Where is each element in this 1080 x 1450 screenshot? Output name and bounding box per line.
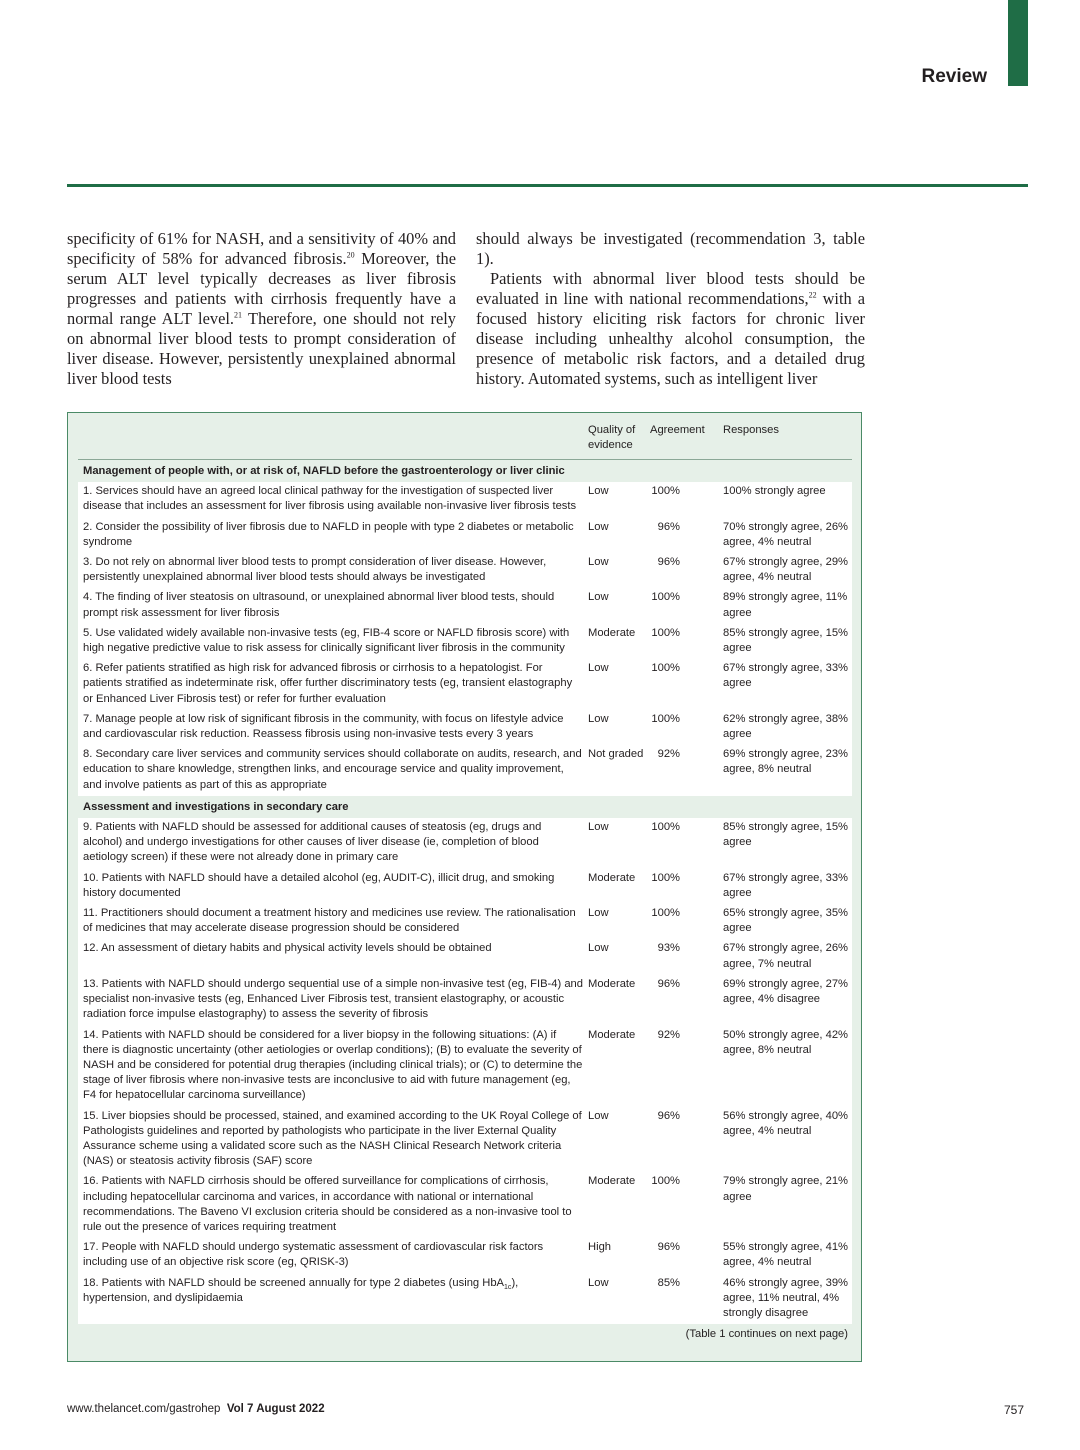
recommendation-text: 17. People with NAFLD should undergo systematic assessment of cardiovascular risk factors including use of an objective risk score (eg, QRISK-3)	[83, 1241, 544, 1269]
responses-value: 79% strongly agree, 21% agree	[723, 1175, 849, 1203]
table-row	[78, 624, 852, 659]
reference-marker[interactable]: 21	[234, 310, 242, 320]
quality-of-evidence: Moderate	[588, 626, 636, 639]
quality-of-evidence: Low	[588, 591, 609, 604]
body-column-right	[476, 229, 865, 389]
quality-of-evidence: Low	[588, 712, 609, 725]
table-header	[78, 422, 852, 460]
table-row	[78, 939, 852, 974]
recommendation-text: 5. Use validated widely available non-invasive tests (eg, FIB-4 score or NAFLD fibrosis score) with high negative predictive value to risk assess for clinically significant liver fibrosis in the community	[83, 626, 570, 655]
table-row	[78, 588, 852, 623]
agreement-value: 100%	[651, 485, 680, 498]
table-row	[78, 710, 852, 745]
quality-of-evidence: Low	[588, 942, 609, 955]
agreement-value: 100%	[651, 1175, 680, 1188]
section-heading: Management of people with, or at risk of, NAFLD before the gastroenterology or liver clinic	[83, 465, 565, 477]
responses-value: 56% strongly agree, 40% agree, 4% neutral	[723, 1109, 849, 1137]
table-row	[78, 553, 852, 588]
quality-of-evidence: Low	[588, 1109, 609, 1122]
table-row	[78, 1172, 852, 1238]
recommendation-text: 15. Liver biopsies should be processed, stained, and examined according to the UK Royal College of Pathologists guidelines and reported by pathologists who participate in the liver External Quality Assurance scheme using a validated score such as the NASH Clinical Research Network criteria (NAS) or steatosis activity fibrosis (SAF) score	[83, 1109, 582, 1168]
quality-of-evidence: Moderate	[588, 977, 636, 990]
table-row	[78, 659, 852, 710]
section-rows	[78, 482, 852, 796]
journal-url[interactable]: www.thelancet.com/gastrohep	[67, 1403, 221, 1415]
responses-value: 89% strongly agree, 11% agree	[723, 591, 848, 619]
quality-of-evidence: Low	[588, 485, 609, 498]
recommendation-text: 3. Do not rely on abnormal liver blood tests to prompt consideration of liver disease. However, persistently unexplained abnormal liver blood tests should always be investigated	[83, 556, 547, 584]
section-label: Review	[921, 66, 987, 87]
header-quality: Quality of evidence	[588, 424, 636, 452]
responses-value: 69% strongly agree, 23% agree, 8% neutral	[723, 748, 849, 776]
agreement-value: 100%	[651, 591, 680, 604]
recommendation-text: 16. Patients with NAFLD cirrhosis should be offered surveillance for complications of cirrhosis, including hepatocellular carcinoma and varices, in accordance with national or international recommendations. The Baveno VI exclusion criteria should be considered as a non-invasive tool to rule out the presence of varices requiring treatment	[83, 1175, 572, 1233]
responses-value: 55% strongly agree, 41% agree, 4% neutral	[723, 1241, 849, 1269]
section-heading: Assessment and investigations in secondary care	[83, 800, 349, 813]
quality-of-evidence: Not graded	[588, 748, 644, 761]
responses-value: 67% strongly agree, 26% agree, 7% neutral	[723, 942, 849, 970]
table-row	[78, 518, 852, 553]
agreement-value: 96%	[657, 520, 680, 533]
recommendation-text: 4. The finding of liver steatosis on ultrasound, or unexplained abnormal liver blood tests, should prompt risk assessment for liver fibrosis	[83, 591, 555, 619]
table-row	[78, 1274, 852, 1325]
agreement-value: 96%	[657, 1241, 680, 1254]
quality-of-evidence: Low	[588, 821, 609, 834]
responses-value: 67% strongly agree, 29% agree, 4% neutral	[723, 556, 849, 584]
recommendation-text: 10. Patients with NAFLD should have a detailed alcohol (eg, AUDIT-C), illicit drug, and smoking history documented	[83, 871, 555, 899]
quality-of-evidence: Low	[588, 662, 609, 675]
recommendation-text: 12. An assessment of dietary habits and physical activity levels should be obtained	[83, 942, 492, 955]
table-row	[78, 818, 852, 869]
recommendation-text: 13. Patients with NAFLD should undergo sequential use of a simple non-invasive test (eg, FIB-4) and specialist non-invasive tests (eg, Enhanced Liver Fibrosis test, transient elastography, or acoustic radiation force impulse elastography) to assess the severity of fibrosis	[83, 977, 583, 1021]
agreement-value: 100%	[651, 712, 680, 725]
quality-of-evidence: Moderate	[588, 871, 636, 884]
quality-of-evidence: Low	[588, 556, 609, 569]
responses-value: 67% strongly agree, 33% agree	[723, 871, 849, 899]
table-row	[78, 904, 852, 939]
page-number: 757	[1003, 1403, 1024, 1417]
recommendation-text: 7. Manage people at low risk of significant fibrosis in the community, with focus on lifestyle advice and cardiovascular risk reduction. Reassess fibrosis using non-invasive tests every 3 years	[83, 712, 564, 741]
body-paragraph: should always be investigated (recommendation 3, table 1).	[476, 229, 865, 268]
responses-value: 67% strongly agree, 33% agree	[723, 662, 849, 690]
responses-value: 85% strongly agree, 15% agree	[723, 821, 849, 849]
responses-value: 100% strongly agree	[723, 485, 826, 498]
agreement-value: 100%	[651, 626, 680, 639]
responses-value: 50% strongly agree, 42% agree, 8% neutral	[723, 1028, 849, 1056]
quality-of-evidence: Low	[588, 520, 609, 533]
recommendations-table	[67, 412, 862, 1362]
responses-value: 62% strongly agree, 38% agree	[723, 712, 849, 741]
recommendation-text: 6. Refer patients stratified as high risk for advanced fibrosis or cirrhosis to a hepatologist. For patients stratified as indeterminate risk, offer further discriminatory tests (eg, transient elastography or Enhanced Liver Fibrosis test) or refer for further evaluation	[83, 662, 573, 705]
agreement-value: 100%	[651, 821, 680, 834]
issue-info: Vol 7 August 2022	[226, 1403, 325, 1415]
reference-marker[interactable]: 20	[346, 250, 355, 260]
responses-value: 69% strongly agree, 27% agree, 4% disagree	[723, 977, 849, 1006]
agreement-value: 92%	[657, 1028, 680, 1041]
quality-of-evidence: Moderate	[588, 1175, 636, 1188]
agreement-value: 96%	[657, 1109, 680, 1122]
responses-value: 70% strongly agree, 26% agree, 4% neutral	[723, 520, 849, 548]
recommendation-text: 2. Consider the possibility of liver fibrosis due to NAFLD in people with type 2 diabetes or metabolic syndrome	[83, 520, 574, 548]
recommendation-text: 18. Patients with NAFLD should be screened annually for type 2 diabetes (using HbA$_{1c}$), hypertension, and dyslipidaemia	[83, 1276, 519, 1304]
table-continues-note: (Table 1 continues on next page)	[685, 1328, 848, 1341]
recommendation-text: 11. Practitioners should document a treatment history and medicines use review. The rationalisation of medicines that may accelerate disease progression should be considered	[83, 907, 576, 935]
responses-value: 85% strongly agree, 15% agree	[723, 626, 849, 655]
body-column-left	[67, 229, 456, 389]
reference-marker[interactable]: 22	[808, 290, 817, 300]
agreement-value: 100%	[651, 907, 680, 920]
agreement-value: 100%	[651, 662, 680, 675]
agreement-value: 92%	[657, 748, 680, 761]
agreement-value: 85%	[657, 1276, 680, 1289]
responses-value: 65% strongly agree, 35% agree	[723, 907, 849, 935]
recommendation-text: 9. Patients with NAFLD should be assessed for additional causes of steatosis (eg, drugs and alcohol) and undergo investigations for other causes of liver disease (ie, completion of blood aetiology screen) if these were not already done in primary care	[83, 821, 542, 864]
agreement-value: 100%	[651, 871, 680, 884]
recommendation-text: 8. Secondary care liver services and community services should collaborate on audits, research, and education to share knowledge, strengthen links, and encourage service and quality improvement, and involve patients as part of this as appropriate	[83, 748, 582, 791]
table-row	[78, 1238, 852, 1273]
quality-of-evidence: Low	[588, 907, 609, 920]
body-paragraph: specificity of 61% for NASH, and a sensitivity of 40% and specificity of 58% for advanced fibrosis.$^{20}$ Moreover, the serum ALT level typically decreases as liver fibrosis progresses and patients with cirrhosis frequently have a normal range ALT level.$^{21}$ Therefore, one should not rely on abnormal liver blood tests to prompt consideration of liver disease. However, persistently unexplained abnormal liver blood tests	[67, 229, 456, 388]
header-responses: Responses	[723, 424, 779, 436]
agreement-value: 96%	[657, 556, 680, 569]
agreement-value: 96%	[657, 977, 680, 990]
quality-of-evidence: High	[588, 1241, 612, 1254]
table-row	[78, 1107, 852, 1173]
table-row	[78, 482, 852, 517]
table-row	[78, 745, 852, 796]
table-row	[78, 1026, 852, 1107]
header-rule	[67, 184, 1028, 187]
responses-value: 46% strongly agree, 39% agree, 11% neutral, 4% strongly disagree	[723, 1276, 849, 1319]
header-agreement: Agreement	[650, 424, 705, 436]
footer-citation	[67, 1403, 325, 1415]
section-color-tab	[1008, 0, 1028, 86]
section-rows	[78, 818, 852, 1273]
table-row	[78, 975, 852, 1026]
quality-of-evidence: Moderate	[588, 1028, 636, 1041]
recommendation-text: 14. Patients with NAFLD should be considered for a liver biopsy in the following situations: (A) if there is diagnostic uncertainty (other aetiologies or overlap conditions); (B) to evaluate the severity of NASH and be considered for potential drug therapies (including clinical trials); or (C) to determine the stage of liver fibrosis where non-invasive tests are inconclusive to aid with future management (eg, F4 for hepatocellular carcinoma surveillance)	[83, 1028, 583, 1102]
table-row	[78, 869, 852, 904]
recommendation-text: 1. Services should have an agreed local clinical pathway for the investigation of suspected liver disease that includes an assessment for liver fibrosis using available non-invasive liver fibrosis tests	[83, 485, 577, 513]
agreement-value: 93%	[657, 942, 680, 955]
quality-of-evidence: Low	[588, 1276, 609, 1289]
body-paragraph: Patients with abnormal liver blood tests should be evaluated in line with national recommendations,$^{22}$ with a focused history eliciting risk factors for chronic liver disease including unhealthy alcohol consumption, the presence of metabolic risk factors, and a detailed drug history. Automated systems, such as intelligent liver	[476, 269, 865, 388]
